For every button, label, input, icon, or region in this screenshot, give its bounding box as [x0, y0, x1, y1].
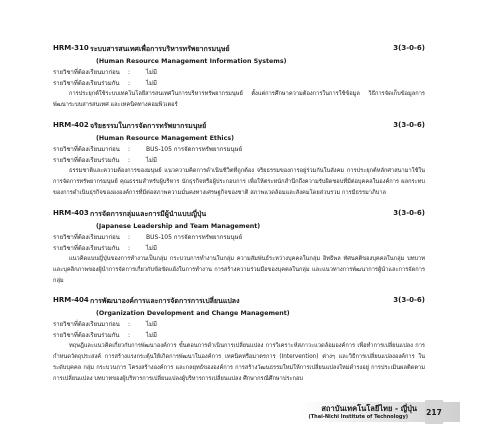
- course-title-en: (Human Resource Management Information Systems): [96, 58, 287, 65]
- prerequisite-value: ไม่มี: [146, 69, 157, 76]
- colon: :: [128, 321, 131, 328]
- course-description: แนวคิดแบบญี่ปุ่นของการทำงานเป็นกลุ่ม กระบวนการทำงานในกลุ่ม ความสัมพันธ์ระหว่างบุคคลในกลุ่ม อิทธิพล ทัศนคติของบุคคลในกลุ่ม บทบาทและบุคลิกภาพของผู้นำการจัดการเกี่ยวกับข้อขัดแย้งในการทำงาน การสร้างความร่วมมือของบุคคลในกลุ่ม และแนวทางการพัฒนาการผู้นำและการจัดการกลุ่ม: [53, 256, 425, 284]
- course-header: [53, 296, 425, 308]
- colon: :: [128, 245, 131, 252]
- course-code: HRM-310: [53, 44, 89, 52]
- prerequisite-row: [53, 319, 425, 330]
- course-header: [53, 121, 425, 133]
- course-description: ทฤษฎีและแนวคิดเกี่ยวกับการพัฒนาองค์การ ขั้นตอนการดำเนินการเปลี่ยนแปลง การวิเคราะห์สภาวะแวดล้อมองค์การ เพื่อทำการเปลี่ยนแปลง การกำหนดวัตถุประสงค์ การสร้างแรงกระตุ้นให้เกิดการพัฒนาในองค์การ เทคนิคหรือมาตรการ (Intervention) ต่างๆ และวิธีการเปลี่ยนแปลงองค์การ ในระดับบุคคล กลุ่ม กระบวนการ โครงสร้างองค์การ และกลยุทธ์ขององค์การ การสร้างวัฒนธรรมใหม่ให้การเปลี่ยนแปลงใหม่ดำรงอยู่ การประเมินผลติดตามการเปลี่ยนแปลง บทบาทของผู้บริหารการเปลี่ยนแปลงผู้บริหารการเปลี่ยนแปลง ศึกษากรณีศึกษาประกอบ: [53, 343, 425, 382]
- course-code: HRM-403: [53, 209, 89, 217]
- course-header: [53, 44, 425, 56]
- corequisite-label: รายวิชาที่ต้องเรียนร่วมกัน: [53, 245, 120, 252]
- institute-name-th: สถาบันเทคโนโลยีไทย - ญี่ปุ่น: [321, 404, 417, 413]
- course-title-en: (Organization Development and Change Management): [96, 310, 290, 317]
- prerequisite-label: รายวิชาที่ต้องเรียนมาก่อน: [53, 146, 120, 153]
- colon: :: [128, 146, 131, 153]
- corequisite-label: รายวิชาที่ต้องเรียนร่วมกัน: [53, 157, 120, 164]
- course-credits: 3(3-0-6): [393, 44, 425, 52]
- corequisite-row: [53, 78, 425, 89]
- colon: :: [128, 80, 131, 87]
- course-credits: 3(3-0-6): [393, 209, 425, 217]
- course-entry: [53, 209, 425, 287]
- course-credits: 3(3-0-6): [393, 121, 425, 129]
- course-code: HRM-402: [53, 121, 89, 129]
- prerequisite-row: [53, 67, 425, 78]
- course-code: HRM-404: [53, 296, 89, 304]
- course-entry: [53, 296, 425, 385]
- course-title-th: ระบบสารสนเทศเพื่อการบริหารทรัพยากรมนุษย์: [90, 45, 230, 53]
- corequisite-label: รายวิชาที่ต้องเรียนร่วมกัน: [53, 80, 120, 87]
- prerequisite-row: [53, 144, 425, 155]
- course-description: ธรรมชาติและความต้องการของมนุษย์ แนวความคิดการดำเนินชีวิตที่ถูกต้อง จริยธรรมของการอยู่ร่วมกันในสังคม การประยุกต์หลักศาสนามาใช้ในการจัดการทรัพยากรมนุษย์ คุณธรรมสำหรับผู้บริหาร นักธุรกิจหรือผู้ประกอบการ เพื่อให้ตระหนักสำนึกถึงความรับผิดชอบที่มีต่อบุคคลในองค์การ ผลกระทบของการดำเนินธุรกิจของององค์การที่มีต่อสภาพความมั่นคงทางเศรษฐกิจของชาติ สภาพแวดล้อมและสังคมโดยส่วนรวม การมีธรรมาภิบาล: [53, 168, 425, 196]
- corequisite-value: ไม่มี: [146, 245, 157, 252]
- colon: :: [128, 332, 131, 339]
- corequisite-row: [53, 330, 425, 341]
- prerequisite-value: BUS-105 การจัดการทรัพยากรมนุษย์: [146, 146, 243, 153]
- colon: :: [128, 69, 131, 76]
- course-title-th: การจัดการกลุ่มและการมีผู้นำแบบญี่ปุ่น: [90, 210, 207, 218]
- colon: :: [128, 157, 131, 164]
- colon: :: [128, 234, 131, 241]
- prerequisite-label: รายวิชาที่ต้องเรียนมาก่อน: [53, 234, 120, 241]
- corequisite-value: ไม่มี: [146, 332, 157, 339]
- course-entry: [53, 121, 425, 199]
- course-title-en: (Japanese Leadership and Team Management): [96, 223, 261, 230]
- corequisite-value: ไม่มี: [146, 80, 157, 87]
- page-number: 217: [425, 400, 443, 424]
- corequisite-value: ไม่มี: [146, 157, 157, 164]
- prerequisite-label: รายวิชาที่ต้องเรียนมาก่อน: [53, 321, 120, 328]
- course-title-th: จริยธรรมในการจัดการทรัพยากรมนุษย์: [90, 122, 207, 130]
- corequisite-row: [53, 155, 425, 166]
- corequisite-row: [53, 243, 425, 254]
- prerequisite-row: [53, 232, 425, 243]
- prerequisite-label: รายวิชาที่ต้องเรียนมาก่อน: [53, 69, 120, 76]
- prerequisite-value: ไม่มี: [146, 321, 157, 328]
- course-header: [53, 209, 425, 221]
- course-entry: [53, 44, 425, 111]
- course-description: การประยุกต์ใช้ระบบเทคโนโลยีสารสนเทศในการบริหารทรัพยากรมนุษย์ ตั้งแต่การศึกษาความต้องการในการใช้ข้อมูล วิธีการจัดเก็บข้อมูลการพัฒนาระบบสารสนเทศ และเทคนิคทางคอมพิวเตอร์: [53, 91, 425, 108]
- course-title-en: (Human Resource Management Ethics): [96, 135, 234, 142]
- institute-name-en: (Thai-Nichi Institute of Technology): [308, 414, 408, 420]
- course-credits: 3(3-0-6): [393, 296, 425, 304]
- prerequisite-value: BUS-105 การจัดการทรัพยากรมนุษย์: [146, 234, 243, 241]
- course-title-th: การพัฒนาองค์การและการจัดการการเปลี่ยนแปลง: [90, 297, 240, 305]
- corequisite-label: รายวิชาที่ต้องเรียนร่วมกัน: [53, 332, 120, 339]
